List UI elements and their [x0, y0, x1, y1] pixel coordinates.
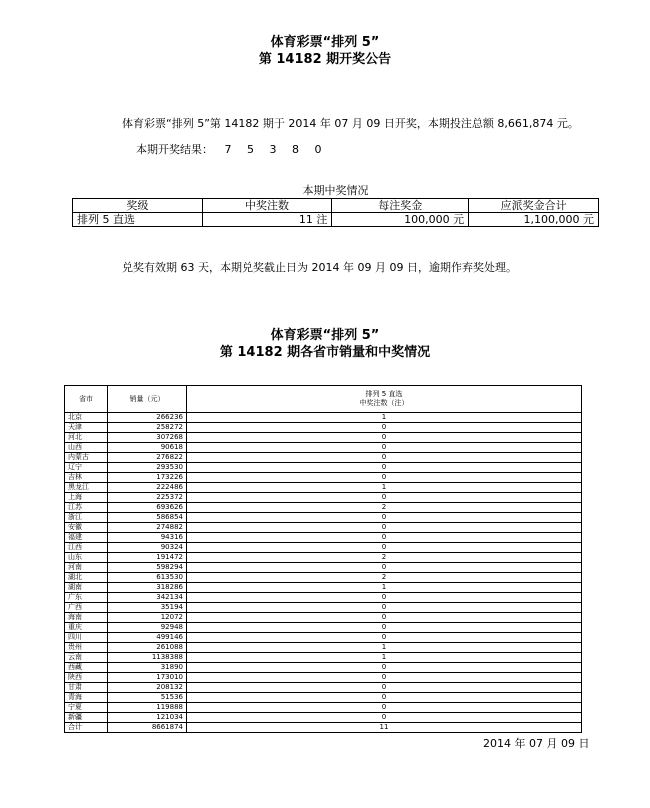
sales-cell: 90324: [108, 543, 187, 553]
table-row: [65, 533, 582, 543]
province-cell: 青海: [65, 693, 108, 703]
winners-cell: 2: [187, 573, 582, 583]
province-cell: 西藏: [65, 663, 108, 673]
province-cell: 云南: [65, 653, 108, 663]
sales-cell: 586854: [108, 513, 187, 523]
province-cell: 新疆: [65, 713, 108, 723]
winners-cell: 1: [187, 643, 582, 653]
province-cell: 江西: [65, 543, 108, 553]
sales-cell: 261088: [108, 643, 187, 653]
winners-cell: 0: [187, 703, 582, 713]
winners-cell: 0: [187, 663, 582, 673]
province-cell: 山东: [65, 553, 108, 563]
doc-title: 体育彩票“排列 5”: [270, 35, 380, 50]
province-cell: 湖南: [65, 583, 108, 593]
winners-cell: 0: [187, 443, 582, 453]
table-row: [65, 553, 582, 563]
validity-note: 兑奖有效期 63 天，本期兑奖截止日为 2014 年 09 月 09 日，逾期作弃奖处理。: [122, 261, 517, 274]
sales-cell: 307268: [108, 433, 187, 443]
province-cell: 甘肃: [65, 683, 108, 693]
province-cell: 辽宁: [65, 463, 108, 473]
winners-cell: 0: [187, 533, 582, 543]
footer-date: 2014 年 07 月 09 日: [483, 737, 590, 750]
winners-cell: 0: [187, 623, 582, 633]
prize-table-caption: 本期中奖情况: [302, 184, 369, 197]
table-row: [65, 563, 582, 573]
winners-cell: 2: [187, 553, 582, 563]
sales-title: 体育彩票“排列 5”: [270, 328, 380, 343]
sales-cell: 258272: [108, 423, 187, 433]
prize-table-row: [73, 213, 599, 227]
province-cell: 湖北: [65, 573, 108, 583]
province-cell: 安徽: [65, 523, 108, 533]
table-row: [65, 443, 582, 453]
table-row: [65, 653, 582, 663]
sales-cell: 208132: [108, 683, 187, 693]
winners-cell: 0: [187, 673, 582, 683]
province-cell: 广西: [65, 603, 108, 613]
prize-amount: 100,000 元: [332, 213, 469, 227]
announcement-intro: 体育彩票“排列 5”第 14182 期于 2014 年 07 月 09 日开奖，本期投注总额 8,661,874 元。: [122, 117, 579, 130]
winners-cell: 0: [187, 493, 582, 503]
sales-cell: 225372: [108, 493, 187, 503]
prize-table: [72, 198, 599, 227]
sales-cell: 499146: [108, 633, 187, 643]
winners-cell: 1: [187, 653, 582, 663]
winners-cell: 0: [187, 453, 582, 463]
table-row: [65, 453, 582, 463]
sales-cell: 8661874: [108, 723, 187, 733]
winners-cell: 1: [187, 483, 582, 493]
table-row: [65, 573, 582, 583]
sales-table-header: [65, 386, 582, 413]
sales-cell: 274882: [108, 523, 187, 533]
sales-cell: 51536: [108, 693, 187, 703]
table-row: [65, 713, 582, 723]
winners-cell: 0: [187, 513, 582, 523]
winners-cell: 0: [187, 683, 582, 693]
winners-cell: 0: [187, 603, 582, 613]
winners-cell: 0: [187, 613, 582, 623]
sales-cell: 31890: [108, 663, 187, 673]
province-cell: 吉林: [65, 473, 108, 483]
sales-cell: 173226: [108, 473, 187, 483]
sales-cell: 92948: [108, 623, 187, 633]
sales-cell: 35194: [108, 603, 187, 613]
table-row: [65, 683, 582, 693]
sales-header-winners-line1: 排列 5 直选: [365, 390, 403, 398]
sales-cell: 598294: [108, 563, 187, 573]
prize-header-level: 奖级: [73, 199, 203, 213]
winners-cell: 0: [187, 473, 582, 483]
table-row: [65, 473, 582, 483]
winners-cell: 0: [187, 523, 582, 533]
prize-count: 11 注: [202, 213, 332, 227]
province-cell: 上海: [65, 493, 108, 503]
result-numbers: 7 5 3 8 0: [224, 143, 328, 156]
sales-cell: 293530: [108, 463, 187, 473]
sales-cell: 12072: [108, 613, 187, 623]
winners-cell: 0: [187, 543, 582, 553]
winners-cell: 1: [187, 413, 582, 423]
sales-cell: 222486: [108, 483, 187, 493]
province-cell: 广东: [65, 593, 108, 603]
table-row: [65, 423, 582, 433]
table-row: [65, 543, 582, 553]
prize-header-amount: 每注奖金: [332, 199, 469, 213]
table-row: [65, 513, 582, 523]
table-row: [65, 723, 582, 733]
winners-cell: 1: [187, 583, 582, 593]
province-cell: 天津: [65, 423, 108, 433]
winners-cell: 0: [187, 463, 582, 473]
table-row: [65, 523, 582, 533]
sales-cell: 121034: [108, 713, 187, 723]
province-cell: 重庆: [65, 623, 108, 633]
sales-cell: 613530: [108, 573, 187, 583]
winners-cell: 0: [187, 693, 582, 703]
sales-table: [64, 385, 582, 733]
province-cell: 山西: [65, 443, 108, 453]
winners-cell: 0: [187, 423, 582, 433]
winners-cell: 0: [187, 433, 582, 443]
table-row: [65, 603, 582, 613]
table-row: [65, 613, 582, 623]
province-cell: 宁夏: [65, 703, 108, 713]
province-cell: 黑龙江: [65, 483, 108, 493]
table-row: [65, 583, 582, 593]
prize-header-count: 中奖注数: [202, 199, 332, 213]
sales-cell: 318286: [108, 583, 187, 593]
sales-cell: 1138388: [108, 653, 187, 663]
prize-table-header: [73, 199, 599, 213]
sales-cell: 94316: [108, 533, 187, 543]
table-row: [65, 503, 582, 513]
sales-cell: 342134: [108, 593, 187, 603]
winners-cell: 0: [187, 563, 582, 573]
province-cell: 河南: [65, 563, 108, 573]
province-cell: 贵州: [65, 643, 108, 653]
winners-cell: 2: [187, 503, 582, 513]
table-row: [65, 493, 582, 503]
table-row: [65, 463, 582, 473]
province-cell: 海南: [65, 613, 108, 623]
table-row: [65, 663, 582, 673]
province-cell: 河北: [65, 433, 108, 443]
province-cell: 北京: [65, 413, 108, 423]
sales-subtitle: 第 14182 期各省市销量和中奖情况: [219, 345, 431, 360]
sales-cell: 693626: [108, 503, 187, 513]
sales-cell: 90618: [108, 443, 187, 453]
sales-cell: 119888: [108, 703, 187, 713]
table-row: [65, 413, 582, 423]
table-row: [65, 623, 582, 633]
table-row: [65, 633, 582, 643]
doc-subtitle: 第 14182 期开奖公告: [258, 52, 392, 67]
result-label: 本期开奖结果：: [136, 143, 213, 156]
result-line: [136, 141, 327, 157]
table-row: [65, 673, 582, 683]
sales-cell: 276822: [108, 453, 187, 463]
winners-cell: 0: [187, 713, 582, 723]
winners-cell: 0: [187, 633, 582, 643]
prize-header-total: 应派奖金合计: [469, 199, 599, 213]
table-row: [65, 703, 582, 713]
province-cell: 浙江: [65, 513, 108, 523]
table-row: [65, 483, 582, 493]
sales-cell: 266236: [108, 413, 187, 423]
prize-total: 1,100,000 元: [469, 213, 599, 227]
province-cell: 福建: [65, 533, 108, 543]
table-row: [65, 693, 582, 703]
sales-cell: 191472: [108, 553, 187, 563]
sales-header-sales: 销量（元）: [108, 386, 187, 413]
sales-cell: 173010: [108, 673, 187, 683]
province-cell: 内蒙古: [65, 453, 108, 463]
winners-cell: 11: [187, 723, 582, 733]
winners-cell: 0: [187, 593, 582, 603]
sales-header-province: 省市: [65, 386, 108, 413]
table-row: [65, 593, 582, 603]
province-cell: 合计: [65, 723, 108, 733]
province-cell: 四川: [65, 633, 108, 643]
province-cell: 江苏: [65, 503, 108, 513]
province-cell: 陕西: [65, 673, 108, 683]
prize-level: 排列 5 直选: [73, 213, 203, 227]
table-row: [65, 643, 582, 653]
sales-header-winners: [187, 386, 582, 413]
sales-header-winners-line2: 中奖注数（注）: [359, 399, 409, 407]
table-row: [65, 433, 582, 443]
